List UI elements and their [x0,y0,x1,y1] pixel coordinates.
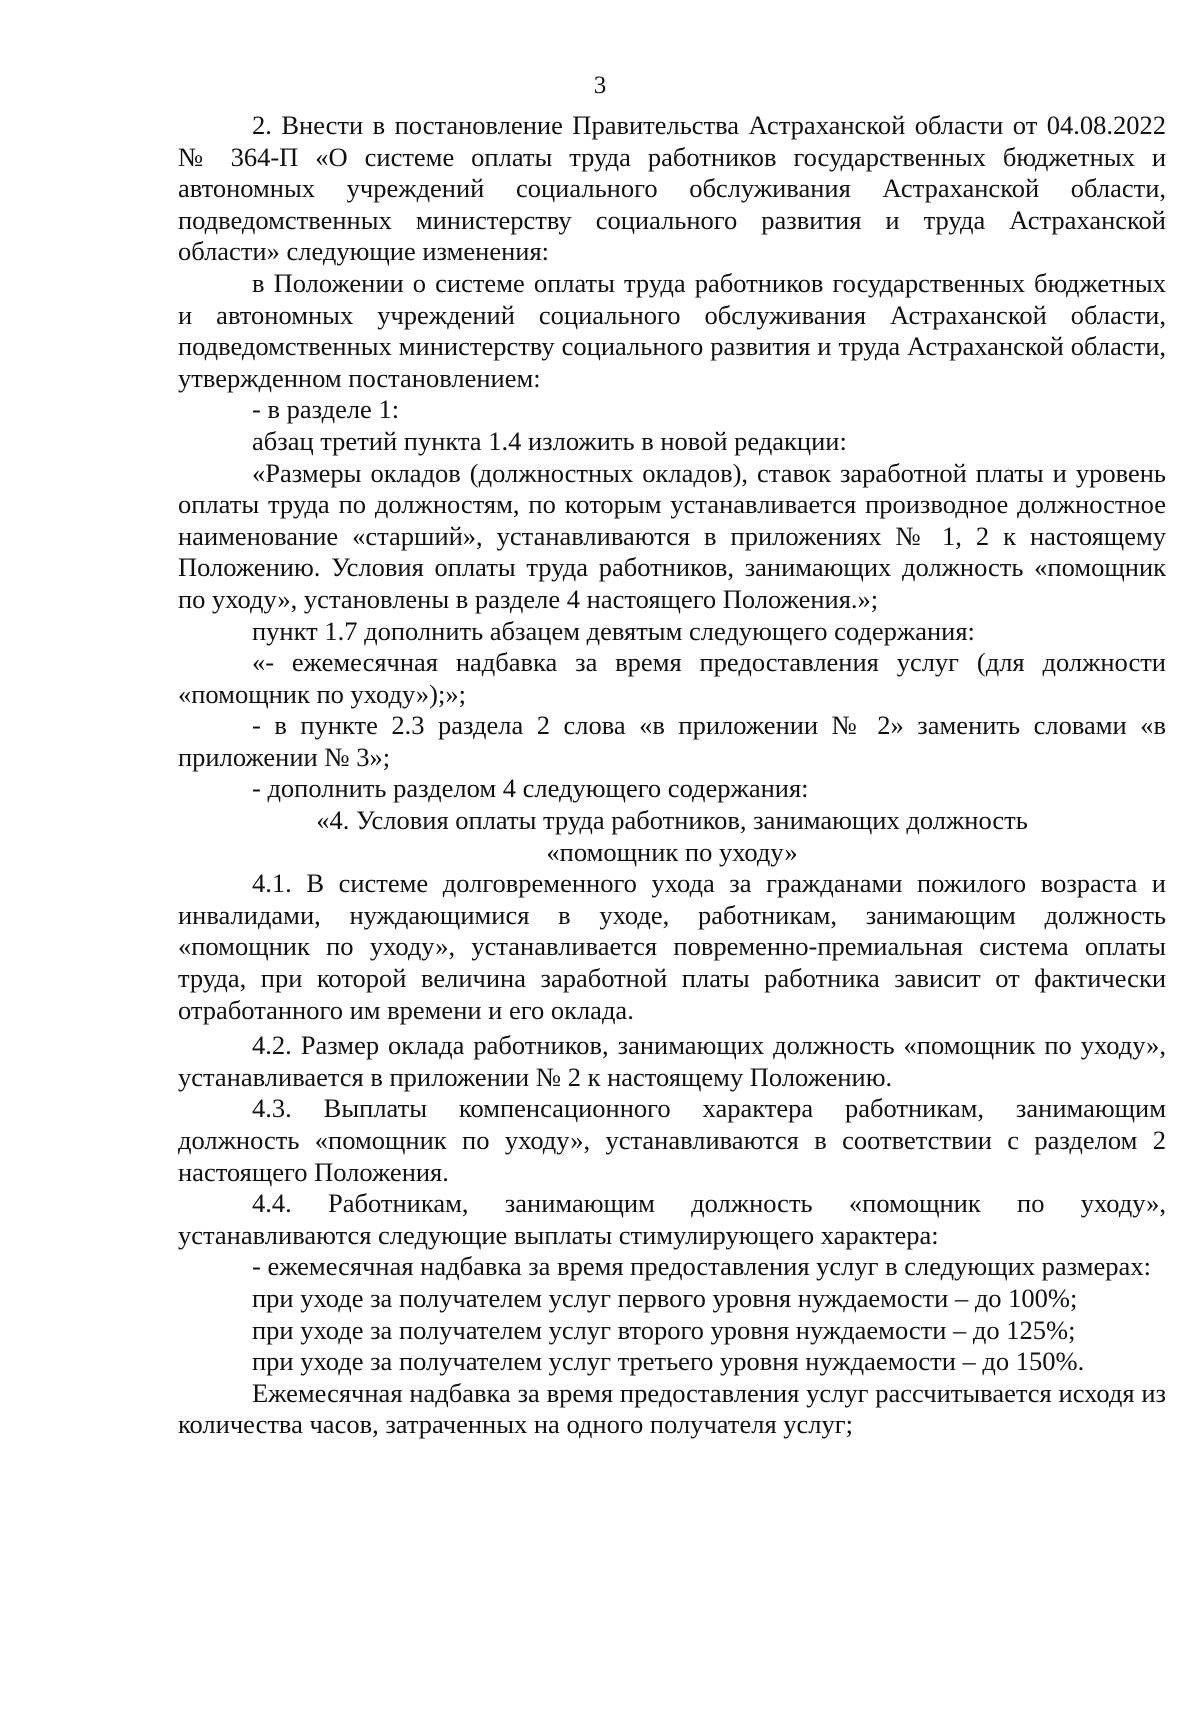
paragraph-amendment-intro: 2. Внести в постановление Правительства Астраханской области от 04.08.2022 № 364-П «О системе оплаты труда работников государственных бюджетных и автономных учреждений социального обслуживания Астраханской области, подведомственных министерству социального развития и труда Астраханской области» следующие изменения: [178,110,1166,267]
paragraph-item-2-3: - в пункте 2.3 раздела 2 слова «в приложении № 2» заменить словами «в приложении № 3»; [178,710,1166,772]
paragraph-monthly-bonus: - ежемесячная надбавка за время предоставления услуг в следующих размерах: [252,1251,1151,1282]
paragraph-item-1-4-intro: абзац третий пункта 1.4 изложить в новой редакции: [252,425,847,456]
paragraph-4-4: 4.4. Работникам, занимающим должность «помощник по уходу», устанавливаются следующие выплаты стимулирующего характера: [178,1188,1166,1250]
page-number: 3 [593,72,607,99]
paragraph-4-1: 4.1. В системе долговременного ухода за гражданами пожилого возраста и инвалидами, нуждающимися в уходе, работникам, занимающим должность «помощник по уходу», устанавливается повременно-премиальная система оплаты труда, при которой величина заработной платы работника зависит от фактически отработанного им времени и его оклада. [178,868,1166,1025]
paragraph-4-2: 4.2. Размер оклада работников, занимающих должность «помощник по уходу», устанавливается в приложении № 2 к настоящему Положению. [178,1030,1166,1092]
paragraph-item-1-4-text: «Размеры окладов (должностных окладов), ставок заработной платы и уровень оплаты труда по должностям, по которым устанавливается производное должностное наименование «старший», устанавливаются в приложениях № 1, 2 к настоящему Положению. Условия оплаты труда работников, занимающих должность «помощник по уходу», установлены в разделе 4 настоящего Положения.»; [178,457,1166,614]
document-body [178,110,1166,1441]
paragraph-level-2: при уходе за получателем услуг второго уровня нуждаемости – до 125%; [252,1314,1076,1345]
paragraph-section-1: - в разделе 1: [252,394,400,425]
section-4-heading-line2: «помощник по уходу» [546,836,798,867]
paragraph-level-1: при уходе за получателем услуг первого уровня нуждаемости – до 100%; [252,1282,1078,1313]
paragraph-bonus-calculation: Ежемесячная надбавка за время предоставления услуг рассчитывается исходя из количества часов, затраченных на одного получателя услуг; [178,1377,1166,1440]
paragraph-regulation-scope: в Положении о системе оплаты труда работников государственных бюджетных и автономных учреждений социального обслуживания Астраханской области, подведомственных министерству социального развития и труда Астраханской области, утвержденном постановлением: [178,267,1166,393]
paragraph-add-section-4: - дополнить разделом 4 следующего содержания: [252,773,809,804]
paragraph-level-3: при уходе за получателем услуг третьего уровня нуждаемости – до 150%. [252,1346,1085,1377]
section-4-heading-line1: «4. Условия оплаты труда работников, занимающих должность [316,805,1028,836]
paragraph-item-1-7-intro: пункт 1.7 дополнить абзацем девятым следующего содержания: [252,615,975,646]
paragraph-4-3: 4.3. Выплаты компенсационного характера работникам, занимающим должность «помощник по уходу», устанавливаются в соответствии с разделом 2 настоящего Положения. [178,1093,1166,1187]
paragraph-item-1-7-text: «- ежемесячная надбавка за время предоставления услуг (для должности «помощник по уходу»);»; [178,647,1166,709]
